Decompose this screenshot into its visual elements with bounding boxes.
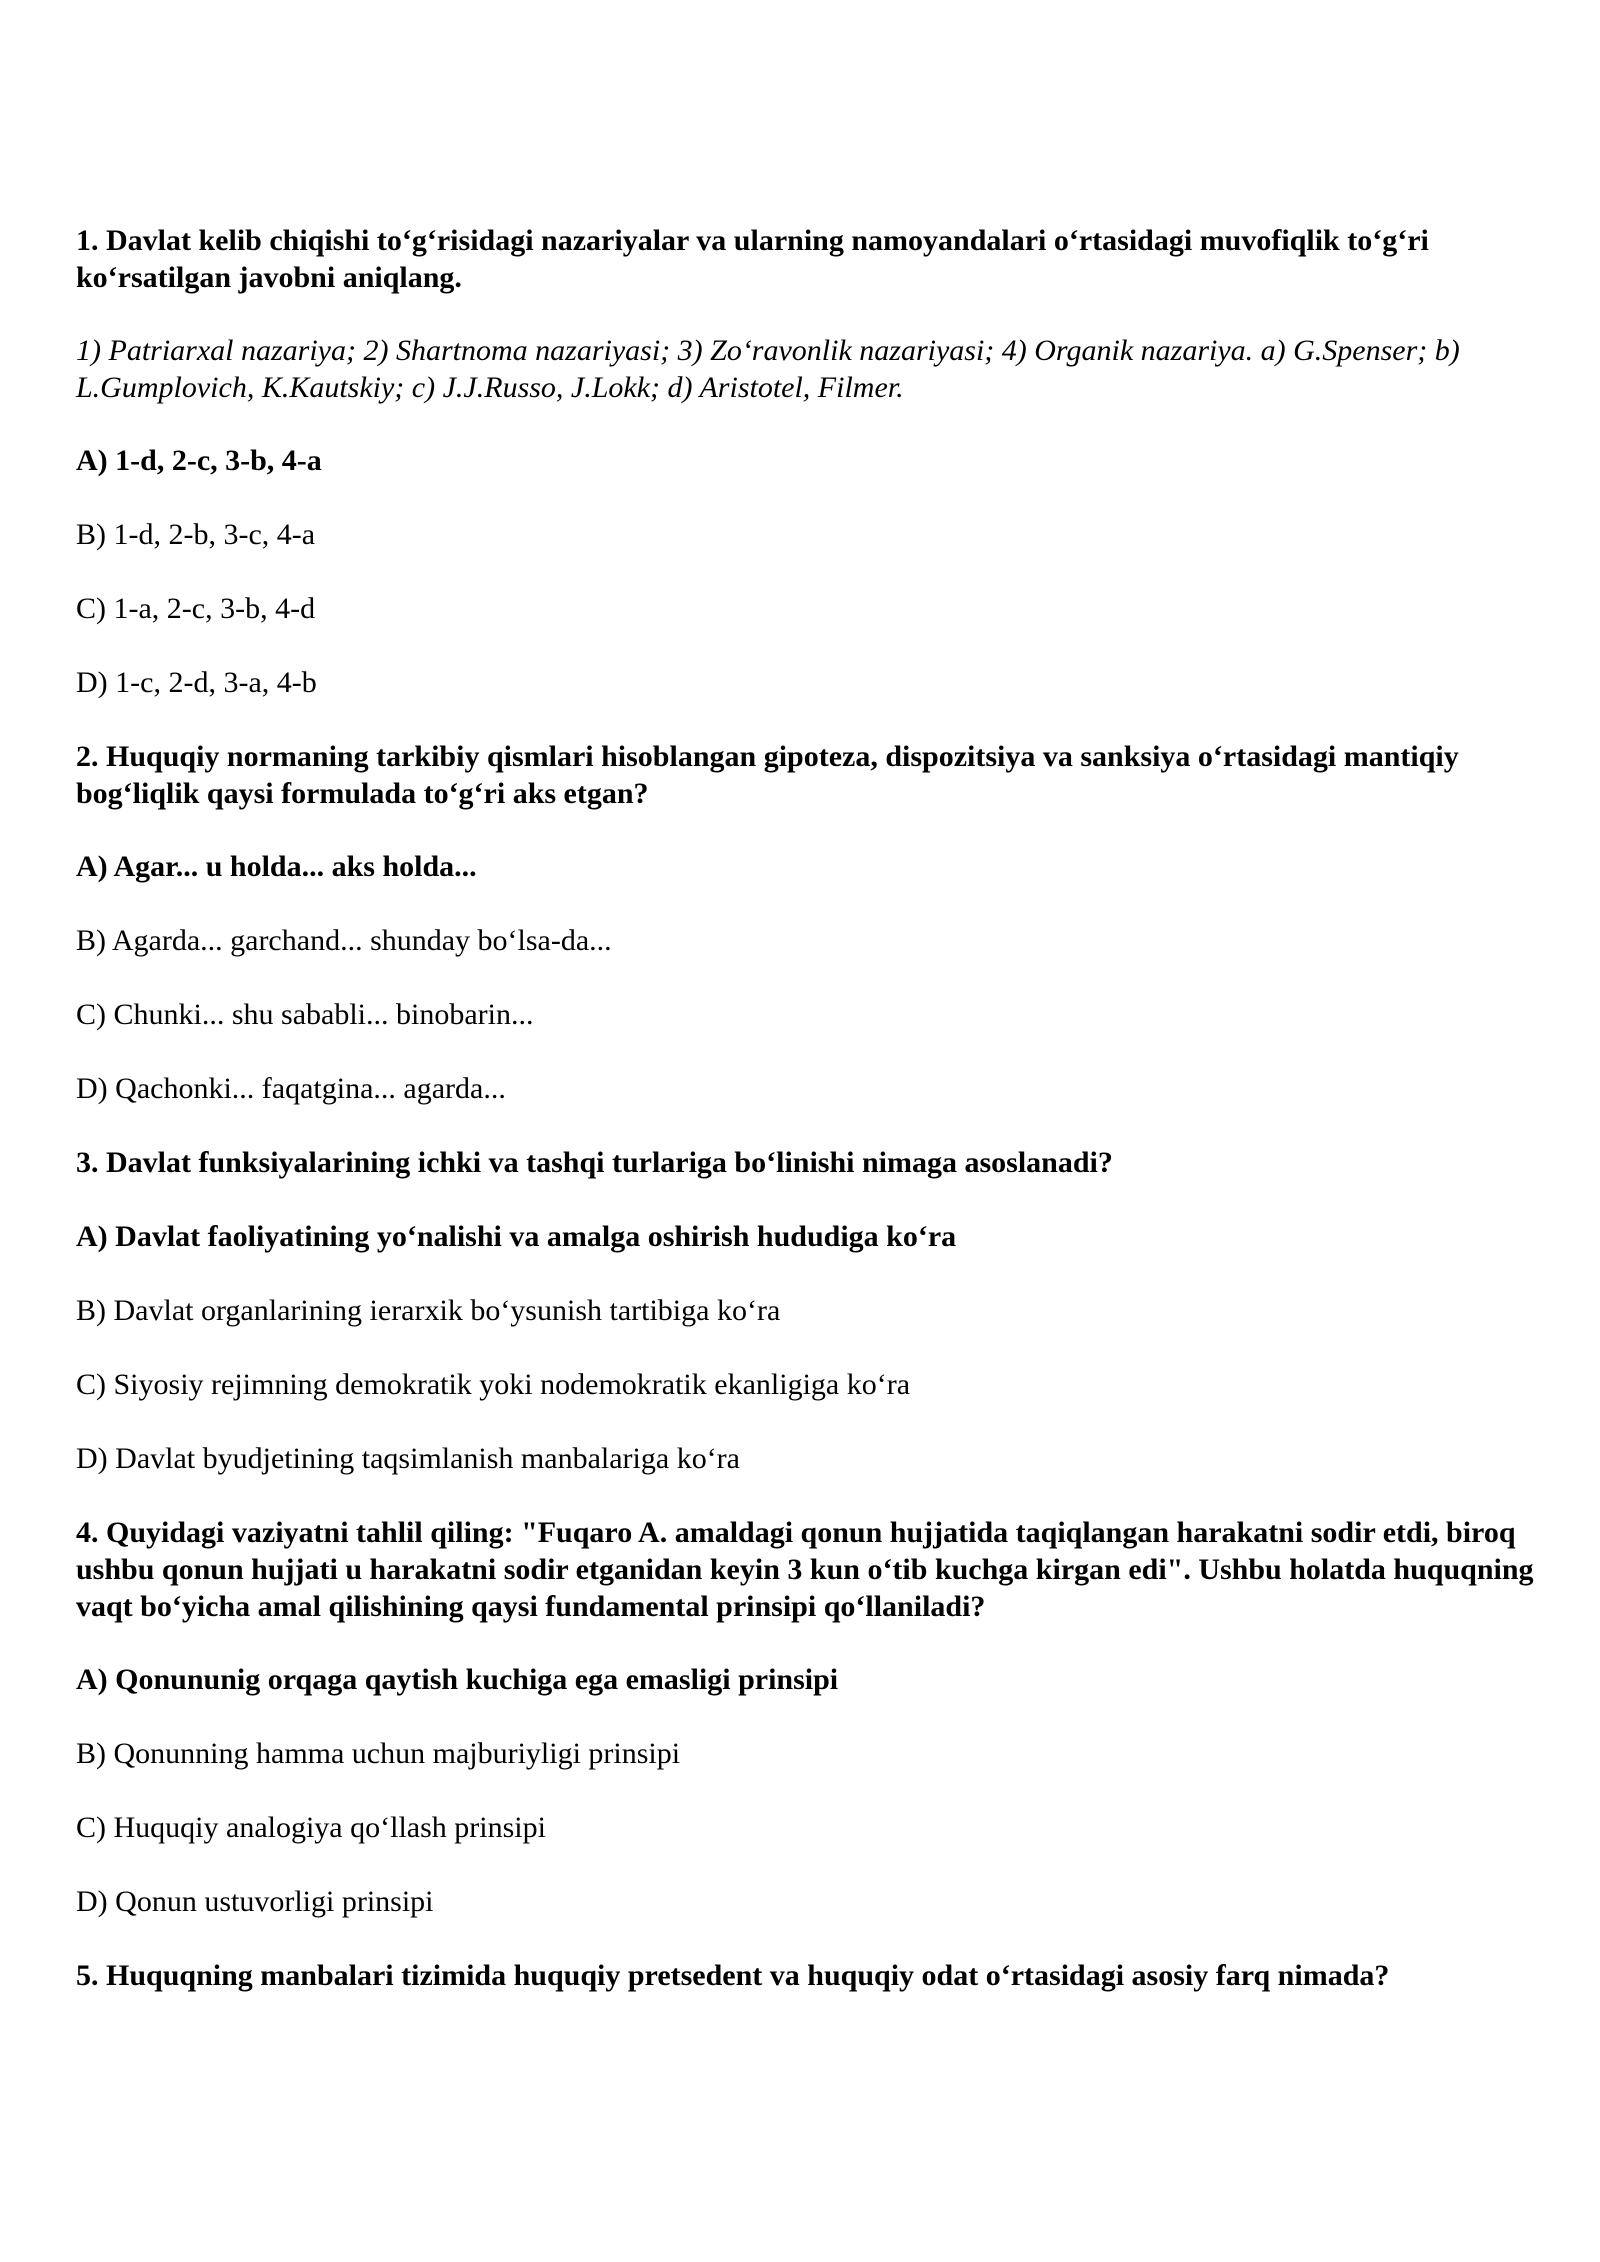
question-3: 3. Davlat funksiyalarining ichki va tashqi turlariga bo‘linishi nimaga asoslanadi? (76, 1146, 1113, 1179)
question-2-option-a: A) Agar... u holda... aks holda... (76, 850, 477, 883)
question-4-option-b: B) Qonunning hamma uchun majburiyligi prinsipi (76, 1737, 681, 1770)
question-3-option-c: C) Siyosiy rejimning demokratik yoki nodemokratik ekanligiga ko‘ra (76, 1368, 911, 1401)
question-4-option-a: A) Qonununig orqaga qaytish kuchiga ega emasligi prinsipi (76, 1663, 839, 1696)
question-4-option-c: C) Huquqiy analogiya qo‘llash prinsipi (76, 1811, 546, 1844)
question-1-option-d: D) 1-c, 2-d, 3-a, 4-b (76, 666, 317, 699)
question-2-option-d: D) Qachonki... faqatgina... agarda... (76, 1072, 506, 1105)
document-page (76, 222, 1572, 1994)
question-4: 4. Quyidagi vaziyatni tahlil qiling: "Fuqaro A. amaldagi qonun hujjatida taqiqlangan harakatni sodir etdi, biroq ushbu qonun hujjati u harakatni sodir etganidan keyin 3 kun o‘tib kuchga kirgan edi". Ushbu holatda huquqning vaqt bo‘yicha amal qilishining qaysi fundamental prinsipi qo‘llaniladi? (76, 1516, 1534, 1623)
question-1-option-a: A) 1-d, 2-c, 3-b, 4-a (76, 444, 322, 477)
question-2: 2. Huquqiy normaning tarkibiy qismlari hisoblangan gipoteza, dispozitsiya va sanksiya o‘rtasidagi mantiqiy bog‘liqlik qaysi formulada to‘g‘ri aks etgan? (76, 740, 1459, 810)
question-1-option-b: B) 1-d, 2-b, 3-c, 4-a (76, 518, 316, 551)
question-1-option-c: C) 1-a, 2-c, 3-b, 4-d (76, 592, 316, 625)
question-2-option-c: C) Chunki... shu sababli... binobarin... (76, 998, 534, 1031)
question-3-option-a: A) Davlat faoliyatining yo‘nalishi va amalga oshirish hududiga ko‘ra (76, 1220, 957, 1253)
question-3-option-d: D) Davlat byudjetining taqsimlanish manbalariga ko‘ra (76, 1442, 740, 1475)
question-5: 5. Huquqning manbalari tizimida huquqiy pretsedent va huquqiy odat o‘rtasidagi asosiy farq nimada? (76, 1959, 1390, 1992)
question-2-option-b: B) Agarda... garchand... shunday bo‘lsa-da... (76, 924, 612, 957)
question-3-option-b: B) Davlat organlarining ierarxik bo‘ysunish tartibiga ko‘ra (76, 1294, 781, 1327)
question-1: 1. Davlat kelib chiqishi to‘g‘risidagi nazariyalar va ularning namoyandalari o‘rtasidagi muvofiqlik to‘g‘ri ko‘rsatilgan javobni aniqlang. (76, 224, 1429, 294)
question-1-context: 1) Patriarxal nazariya; 2) Shartnoma nazariyasi; 3) Zo‘ravonlik nazariyasi; 4) Organik nazariya. a) G.Spenser; b) L.Gumplovich, K.Kautskiy; c) J.J.Russo, J.Lokk; d) Aristotel, Filmer. (76, 334, 1460, 404)
question-4-option-d: D) Qonun ustuvorligi prinsipi (76, 1885, 434, 1918)
